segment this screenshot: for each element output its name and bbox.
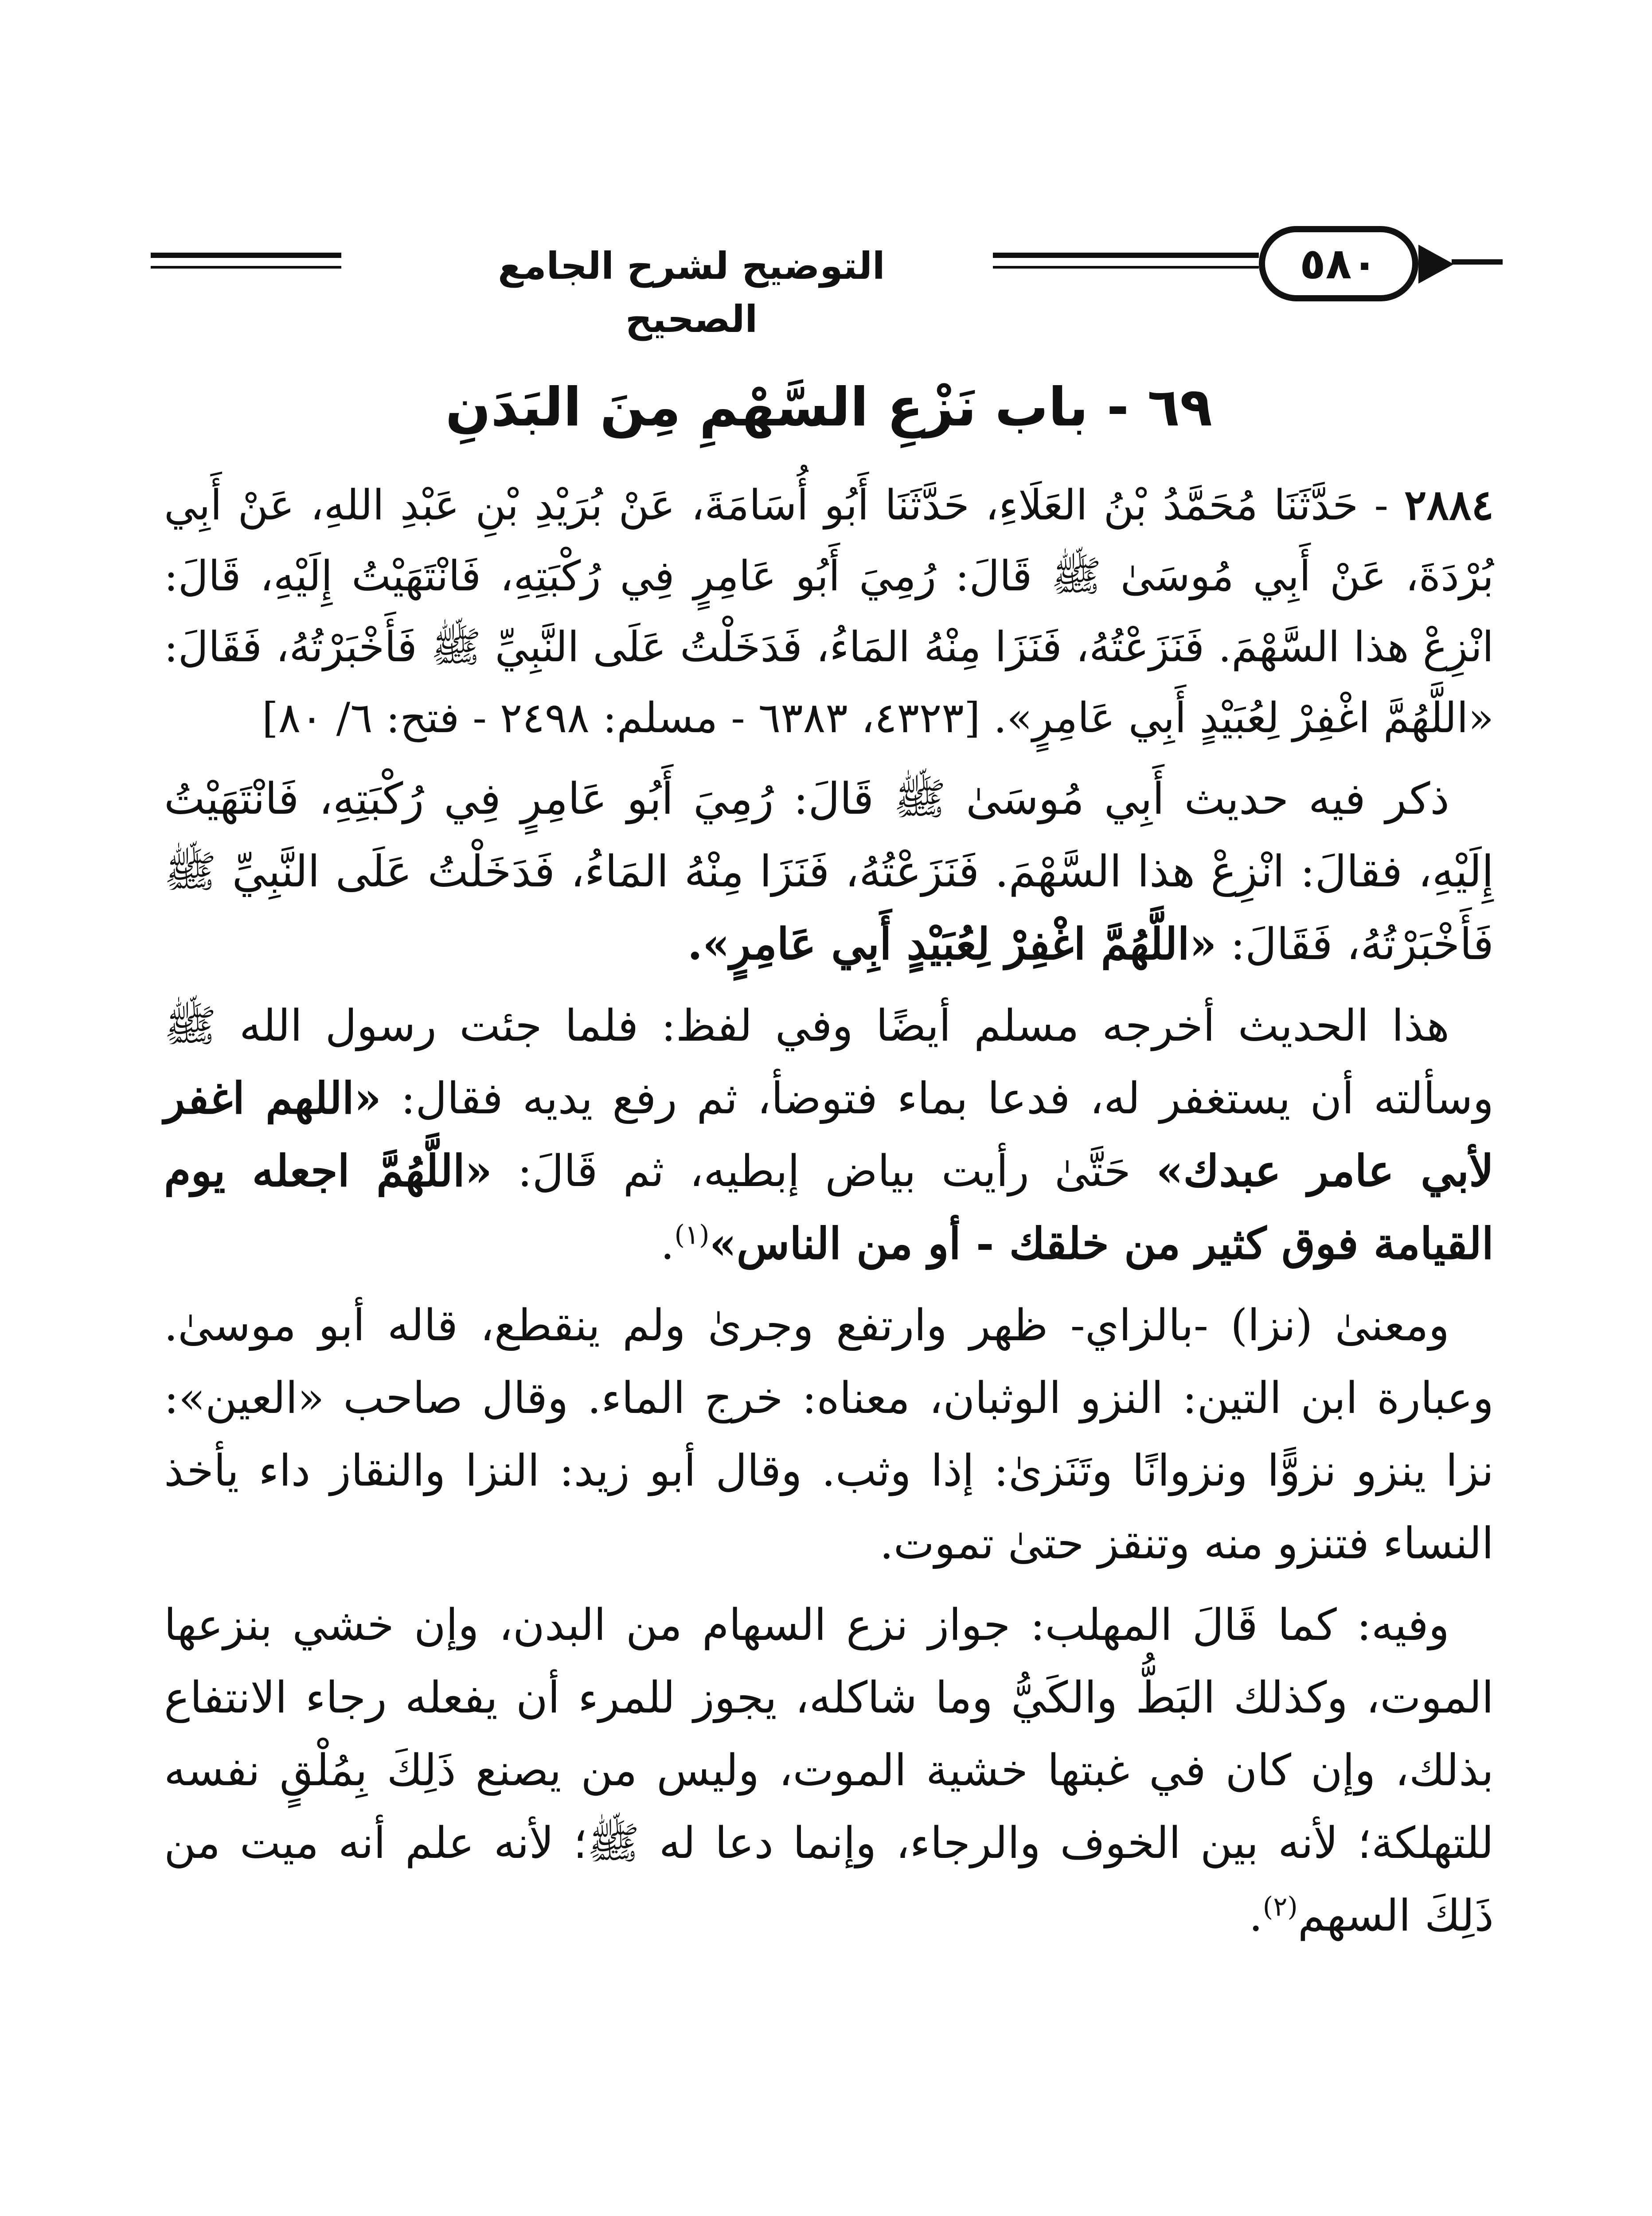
paragraph-4-end: . bbox=[1249, 1891, 1263, 1941]
hadith-references: [٤٣٢٣، ٦٣٨٣ - مسلم: ٢٤٩٨ - فتح: ٦/ ٨٠] bbox=[262, 694, 980, 742]
chapter-title: ٦٩ - باب نَزْعِ السَّهْمِ مِنَ البَدَنِ bbox=[445, 377, 1213, 438]
page-number: ٥٨٠ bbox=[1259, 226, 1418, 301]
hadith-number: ٢٨٨٤ bbox=[1404, 481, 1494, 530]
page-number-pointer bbox=[1418, 245, 1454, 284]
commentary-paragraph-1 bbox=[164, 763, 1494, 981]
header-rule-left-top bbox=[151, 253, 341, 258]
header-rule-right bbox=[1452, 259, 1503, 265]
paragraph-2-text-b: حَتَّىٰ رأيت بياض إبطيه، ثم قَالَ: bbox=[492, 1146, 1156, 1197]
hadith-text: - حَدَّثَنَا مُحَمَّدُ بْنُ العَلَاءِ، حَدَّثَنَا أَبُو أُسَامَةَ، عَنْ بُرَيْدِ بْنِ عَبْدِ اللهِ، عَنْ أَبِي بُرْدَةَ، عَنْ أَبِي مُوسَىٰ ﷺ قَالَ: رُمِيَ أَبُو عَامِرٍ فِي رُكْبَتِهِ، فَانْتَهَيْتُ إِلَيْهِ، قَالَ: انْزِعْ هذا السَّهْمَ. فَنَزَعْتُهُ، فَنَزَا مِنْهُ المَاءُ، فَدَخَلْتُ عَلَى النَّبِيِّ ﷺ فَأَخْبَرْتُهُ، فَقَالَ: «اللَّهُمَّ اغْفِرْ لِعُبَيْدٍ أَبِي عَامِرٍ». bbox=[164, 481, 1494, 742]
running-title: التوضيح لشرح الجامع الصحيح bbox=[498, 244, 885, 341]
paragraph-1-quote: «اللَّهُمَّ اغْفِرْ لِعُبَيْدٍ أَبِي عَامِرٍ». bbox=[687, 919, 1217, 970]
page-body bbox=[164, 363, 1494, 1952]
paragraph-2-quote-2: «اللَّهُمَّ اجعله يوم القيامة فوق كثير من خلقك - أو من الناس» bbox=[164, 1146, 1494, 1269]
commentary-paragraph-3: ومعنىٰ (نزا) -بالزاي- ظهر وارتفع وجرىٰ ولم ينقطع، قاله أبو موسىٰ. وعبارة ابن التين: النزو الوثبان، معناه: خرج الماء. وقال صاحب «العين»: نزا ينزو نزوًّا ونزوانًا وتَنَزىٰ: إذا وثب. وقال أبو زيد: النزا والنقاز داء يأخذ النساء فتنزو منه وتنقز حتىٰ تموت. bbox=[164, 1300, 1494, 1569]
commentary-paragraph-4 bbox=[164, 1589, 1494, 1952]
paragraph-2-quote-1: «اللهم اغفر لأبي عامر عبدك» bbox=[164, 1073, 1494, 1197]
paragraph-2-text-a: هذا الحديث أخرجه مسلم أيضًا وفي لفظ: فلما جئت رسول الله ﷺ وسألته أن يستغفر له، فدعا بماء فتوضأ، ثم رفع يديه فقال: bbox=[164, 1001, 1494, 1124]
paragraph-2-end: . bbox=[660, 1219, 675, 1269]
paragraph-1-text: ذكر فيه حديث أَبِي مُوسَىٰ ﷺ قَالَ: رُمِيَ أَبُو عَامِرٍ فِي رُكْبَتِهِ، فَانْتَهَيْتُ إِلَيْهِ، فقالَ: انْزِعْ هذا السَّهْمَ. فَنَزَعْتُهُ، فَنَزَا مِنْهُ المَاءُ، فَدَخَلْتُ عَلَى النَّبِيِّ ﷺ فَأَخْبَرْتُهُ، فَقَالَ: bbox=[164, 774, 1494, 970]
paragraph-4-text: وفيه: كما قَالَ المهلب: جواز نزع السهام من البدن، وإن خشي بنزعها الموت، وكذلك البَطُّ والكَيُّ وما شاكله، يجوز للمرء أن يفعله رجاء الانتفاع بذلك، وإن كان في غبتها خشية الموت، وليس من يصنع ذَلِكَ بِمُلْقٍ نفسه للتهلكة؛ لأنه بين الخوف والرجاء، وإنما دعا له ﷺ؛ لأنه علم أنه ميت من ذَلِكَ السهم bbox=[164, 1600, 1494, 1941]
commentary-paragraph-2 bbox=[164, 990, 1494, 1280]
header-rule-left-bottom bbox=[151, 266, 341, 269]
footnote-marker-2[interactable]: (٢) bbox=[1262, 1891, 1298, 1923]
header-rule-middle-bottom bbox=[993, 266, 1259, 269]
footnote-marker-1[interactable]: (١) bbox=[674, 1219, 710, 1251]
running-header bbox=[151, 222, 1503, 341]
header-rule-middle-top bbox=[993, 253, 1259, 258]
hadith-block bbox=[164, 470, 1494, 754]
